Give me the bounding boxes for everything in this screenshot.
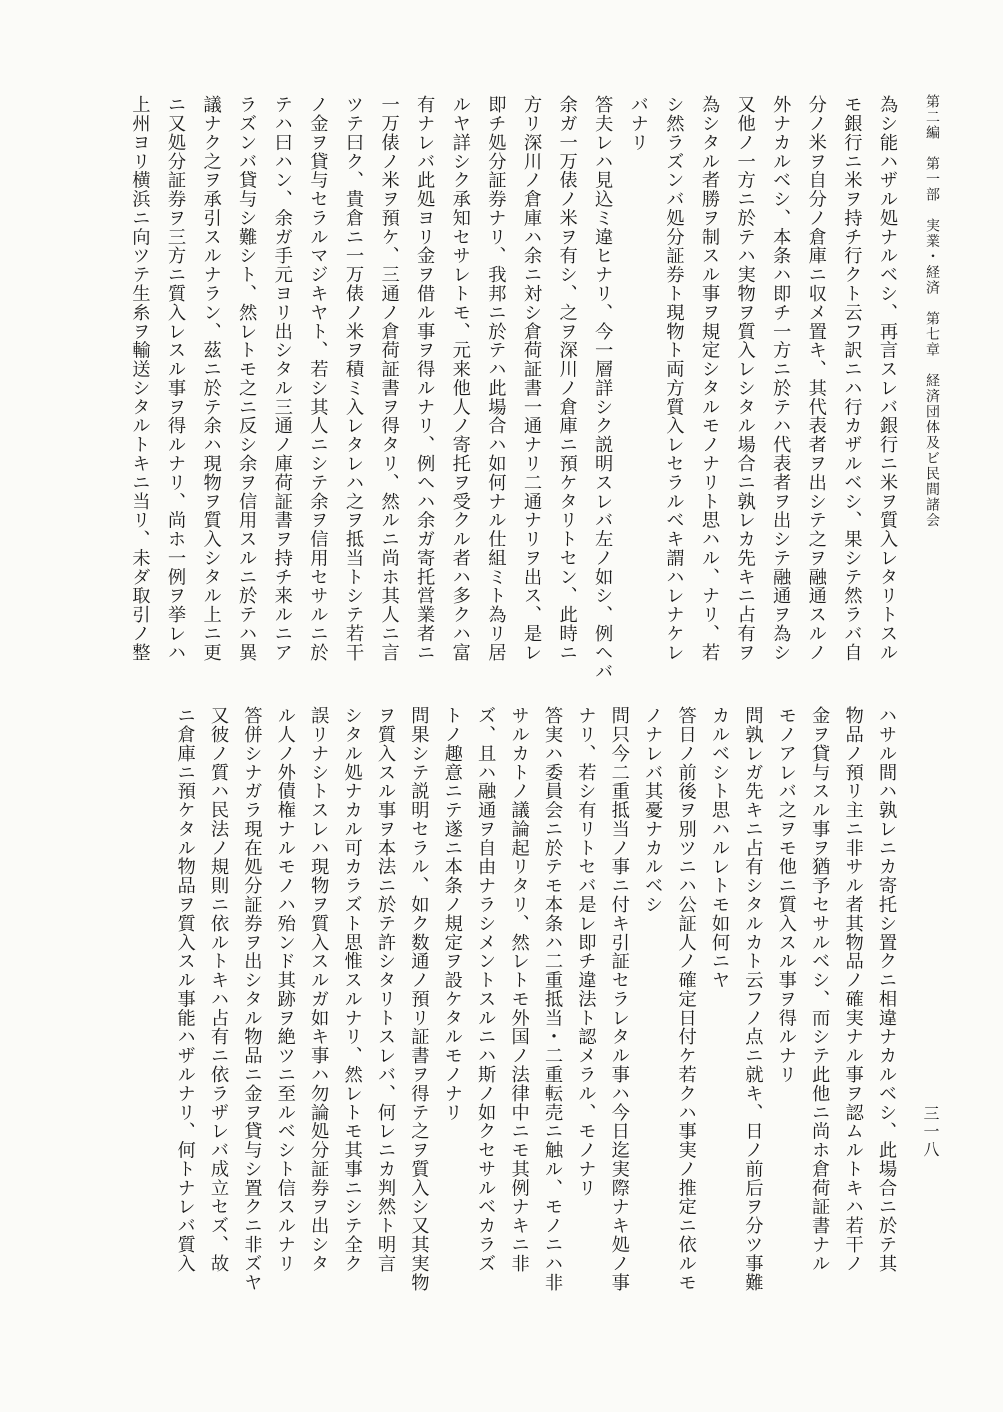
lower-text-column: 金ヲ貸与スル事ヲ猶予セサルベシ、而シテ此他ニ尚ホ倉荷証書ナル xyxy=(809,706,831,1273)
upper-text-column: ツテ曰ク、貴倉ニ一万俵ノ米ヲ積ミ入レタレハ之ヲ抵当トシテ若干 xyxy=(343,95,364,662)
lower-text-column: カルベシト思ハルレトモ如何ニヤ xyxy=(709,706,730,990)
lower-text-column: 誤リナシトスレハ現物ヲ質入スルガ如キ事ハ勿論処分証券ヲ出シタ xyxy=(308,706,330,1273)
upper-text-column: 為シ能ハザル処ナルベシ、再言スレバ銀行ニ米ヲ質入レタリトスル xyxy=(877,95,898,662)
upper-text-column: ルヤ詳シク承知セサレトモ、元来他人ノ寄托ヲ受クル者ハ多クハ富 xyxy=(449,95,471,662)
upper-text-column: 答夫レハ見込ミ違ヒナリ、今一層詳シク説明スレバ左ノ如シ、例ヘバ xyxy=(592,95,614,681)
lower-text-column: ハサル間ハ孰レニカ寄托シ置クニ相違ナカルベシ、此場合ニ於テ其 xyxy=(876,706,897,1273)
upper-text-column: 外ナカルベシ、本条ハ即チ一方ニ於テハ代表者ヲ出シテ融通ヲ為シ xyxy=(770,95,792,662)
page-number: 三一八 xyxy=(921,1105,940,1159)
lower-text-column: ニ倉庫ニ預ケタル物品ヲ質入スル事能ハザルナリ、何トナレバ質入 xyxy=(174,706,196,1273)
lower-text-column: シタル処ナカル可カラズト思惟スルナリ、然レトモ其事ニシテ全ク xyxy=(341,706,363,1273)
upper-text-column: 有ナレバ此処ヨリ金ヲ借ル事ヲ得ルナリ、例ヘハ余ガ寄托営業者ニ xyxy=(414,95,436,662)
upper-text-column: 即チ処分証券ナリ、我邦ニ於テハ此場合ハ如何ナル仕組ミト為リ居 xyxy=(485,95,507,662)
lower-text-column: モノアレバ之ヲモ他ニ質入スル事ヲ得ルナリ xyxy=(775,706,797,1084)
upper-text-column: ノ金ヲ貸与セラルマジキヤト、若シ其人ニシテ余ヲ信用セサルニ於 xyxy=(307,95,329,662)
lower-text-column: ズ、且ハ融通ヲ自由ナラシメントスルニハ斯ノ如クセサルベカラズ xyxy=(475,706,497,1273)
running-header: 第二編 第一部 実業・経済 第七章 経済団体及ビ民間諸会 xyxy=(924,94,940,528)
lower-text-column: ヲ質入スル事ヲ本法ニ於テ許シタリトスレバ、何レニカ判然ト明言 xyxy=(375,706,396,1273)
lower-text-column: 物品ノ預リ主ニ非サル者其物品ノ確実ナル事ヲ認ムルトキハ若干ノ xyxy=(842,706,864,1273)
upper-text-column: 分ノ米ヲ自分ノ倉庫ニ収メ置キ、其代表者ヲ出シテ之ヲ融通スルノ xyxy=(805,95,827,662)
lower-text-column: ノナレバ其憂ナカルベシ xyxy=(642,706,664,914)
lower-text-column: ナリ、若シ有リトセバ是レ即チ違法ト認メラル、モノナリ xyxy=(575,706,597,1198)
upper-text-column: 余ガ一万俵ノ米ヲ有シ、之ヲ深川ノ倉庫ニ預ケタリトセン、此時ニ xyxy=(556,95,578,662)
upper-text-column: 一万俵ノ米ヲ預ケ、三通ノ倉荷証書ヲ得タリ、然ルニ尚ホ其人ニ言 xyxy=(378,95,400,662)
lower-text-column: 問孰レガ先キニ占有シタルカト云フノ点ニ就キ、日ノ前后ヲ分ツ事難 xyxy=(742,706,764,1292)
upper-text-column: 又他ノ一方ニ於テハ実物ヲ質入レシタル場合ニ孰レカ先キニ占有ヲ xyxy=(734,95,756,662)
upper-text-column: 為シタル者勝ヲ制スル事ヲ規定シタルモノナリト思ハル、ナリ、若 xyxy=(699,95,720,662)
upper-text-column: モ銀行ニ米ヲ持チ行クト云フ訳ニハ行カザルベシ、果シテ然ラバ自 xyxy=(841,95,863,662)
upper-text-column: 議ナク之ヲ承引スルナラン、茲ニ於テ余ハ現物ヲ質入シタル上ニ更 xyxy=(200,95,222,662)
lower-text-column: トノ趣意ニテ遂ニ本条ノ規定ヲ設ケタルモノナリ xyxy=(441,706,463,1122)
upper-text-column: 方リ深川ノ倉庫ハ余ニ対シ倉荷証書一通ナリ二通ナリヲ出ス、是レ xyxy=(521,95,542,662)
lower-text-column: 又彼ノ質ハ民法ノ規則ニ依ルトキハ占有ニ依ラザレバ成立セズ、故 xyxy=(208,706,229,1273)
upper-text-column: 上州ヨリ横浜ニ向ツテ生糸ヲ輸送シタルトキニ当リ、未ダ取引ノ整 xyxy=(129,95,151,662)
lower-text-column: 答日ノ前後ヲ別ツニハ公証人ノ確定日付ケ若クハ事実ノ推定ニ依ルモ xyxy=(675,706,697,1292)
lower-text-column: ル人ノ外債権ナルモノハ殆ンド其跡ヲ絶ツニ至ルベシト信スルナリ xyxy=(274,706,296,1273)
lower-text-column: 答併シナガラ現在処分証券ヲ出シタル物品ニ金ヲ貸与シ置クニ非ズヤ xyxy=(241,706,263,1292)
upper-text-column: テハ曰ハン、余ガ手元ヨリ出シタル三通ノ庫荷証書ヲ持チ来ルニア xyxy=(271,95,293,662)
upper-text-column: ラズンバ貸与シ難シト、然レトモ之ニ反シ余ヲ信用スルニ於テハ異 xyxy=(236,95,258,662)
lower-text-column: 問果シテ説明セラル、如ク数通ノ預リ証書ヲ得テ之ヲ質入シ又其実物 xyxy=(408,706,430,1292)
lower-text-column: サルカトノ議論起リタリ、然レトモ外国ノ法律中ニモ其例ナキニ非 xyxy=(508,706,530,1273)
upper-text-column: シ然ラズンバ処分証券ト現物ト両方質入レセラルベキ謂ハレナケレ xyxy=(663,95,685,662)
lower-text-column: 答実ハ委員会ニ於テモ本条ハ二重抵当・二重転売ニ触ル、モノニハ非 xyxy=(542,706,563,1292)
upper-text-column: ニ又処分証券ヲ三方ニ質入レスル事ヲ得ルナリ、尚ホ一例ヲ挙レハ xyxy=(165,95,186,662)
lower-text-column: 問只今二重抵当ノ事ニ付キ引証セラレタル事ハ今日迄実際ナキ処ノ事 xyxy=(608,706,630,1292)
upper-text-column: バナリ xyxy=(627,95,649,152)
